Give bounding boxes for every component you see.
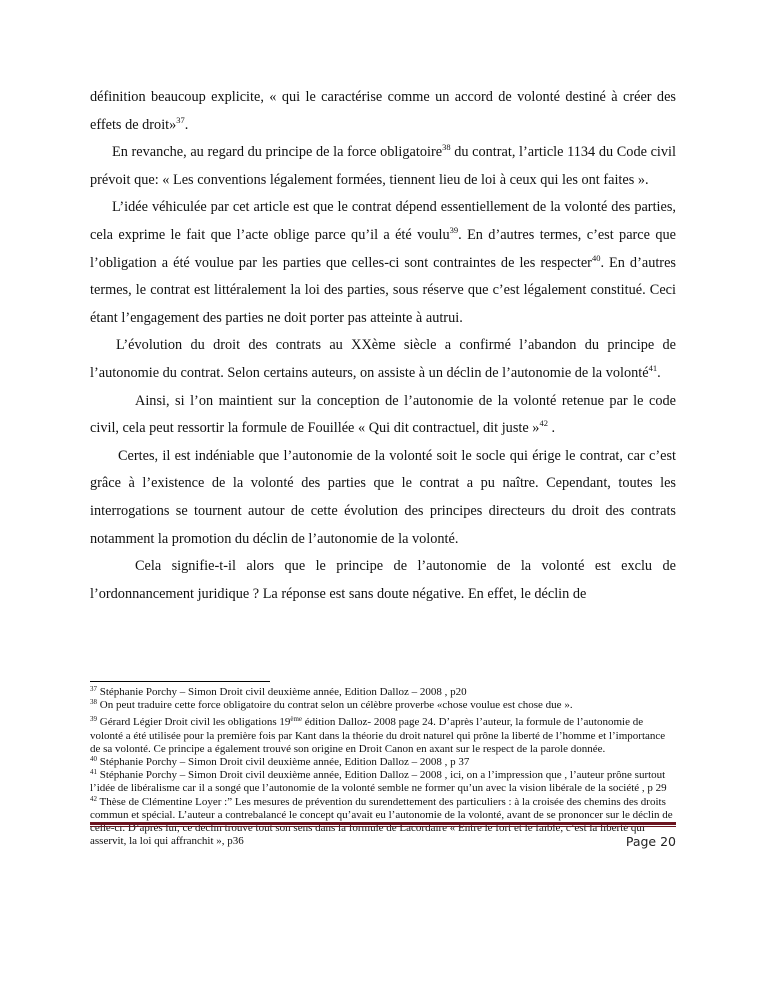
footnote-ref-38[interactable]: 38: [442, 142, 451, 153]
paragraph-6: Certes, il est indéniable que l’autonomie de la volonté soit le socle qui érige le contrat, car c’est grâce à l’existence de la volonté des parties que le contrat a pu naître. Cependant, toutes les interrogations se tournent autour de cette évolution des principes directeurs du droit des contrats notamment la promotion du déclin de l’autonomie de la volonté.: [90, 447, 676, 547]
body-text: [90, 84, 676, 608]
page-number: Page 20: [625, 834, 676, 849]
footer-rule-thin: [90, 826, 676, 827]
footnote-ref-37[interactable]: 37: [176, 114, 185, 125]
footnote-ref-40[interactable]: 40: [591, 252, 601, 263]
paragraph-7: Cela signifie-t-il alors que le principe de l’autonomie de la volonté est exclu de l’ordonnancement juridique ? La réponse est sans doute négative. En effet, le déclin de: [90, 558, 676, 602]
paragraph-3: L’idée véhiculée par cet article est que le contrat dépend essentiellement de la volonté des parties, cela exprime le fait que l’acte oblige parce qu’il a été voulu$^{39}$. En d’autres termes, c’est parce que l’obligation a été voulue par les parties que celles-ci sont contraintes de les respecter$^{40}$. En d’autres termes, le contrat est littéralement la loi des parties, sous réserve que c’est légalement constitué. Ceci étant l’engagement des parties ne doit porter pas atteinte à autrui.: [90, 199, 676, 326]
footnote-38: $^{38}$ On peut traduire cette force obligatoire du contrat selon un célèbre proverbe «chose voulue est chose due ».: [90, 698, 573, 712]
footnote-41: $^{41}$ Stéphanie Porchy – Simon Droit civil deuxième année, Edition Dalloz – 2008 , ici, on a l’impression que , l’auteur prône surtout l’idée de libéralisme car il a songé que l’autonomie de la volonté semble ne former qu’un avec la vision libérale de la société , p 29: [90, 768, 667, 795]
paragraph-5: Ainsi, si l’on maintient sur la conception de l’autonomie de la volonté retenue par le code civil, cela peut ressortir la formule de Fouillée « Qui dit contractuel, dit juste »$^{42}$ .: [90, 392, 676, 437]
footnote-39: $^{39}$ Gérard Légier Droit civil les obligations 19ème édition Dalloz- 2008 page 24. D’après l’auteur, la formule de l’autonomie de volonté a été utilisée pour la première fois par Kant dans la théorie du droit naturel qui prône la liberté de l’homme et l’importance de sa volonté. Ce principe a également trouvé son origine en Droit Canon en axant sur le respect de la parole donnée.: [90, 715, 666, 755]
footnote-ref-42[interactable]: 42: [539, 418, 548, 429]
footnote-37: $^{37}$ Stéphanie Porchy – Simon Droit civil deuxième année, Edition Dalloz – 2008 , p20: [90, 685, 467, 698]
paragraph-1: définition beaucoup explicite, « qui le caractérise comme un accord de volonté destiné à créer des effets de droit»$^{37}$.: [90, 89, 676, 133]
paragraph-2: En revanche, au regard du principe de la force obligatoire$^{38}$ du contrat, l’article 1134 du Code civil prévoit que: « Les conventions légalement formées, tiennent lieu de loi à ceux qui les ont faites ».: [90, 142, 677, 188]
footnote-ref-41[interactable]: 41: [648, 362, 658, 373]
footnote-40: $^{40}$ Stéphanie Porchy – Simon Droit civil deuxième année, Edition Dalloz – 2008 , p 37: [90, 755, 470, 769]
paragraph-4: L’évolution du droit des contrats au XXème siècle a confirmé l’abandon du principe de l’autonomie du contrat. Selon certains auteurs, on assiste à un déclin de l’autonomie de la volonté$^{41}$.: [90, 337, 676, 381]
footer-rule-thick: [90, 822, 676, 825]
footnote-42: $^{42}$ Thèse de Clémentine Loyer :” Les mesures de prévention du surendettement des particuliers : à la croisée des chemins des droits commun et spécial. L’auteur a contrebalancé le concept qu’avait eu l’autonomie de la volonté, avant de se prononcer sur le déclin de celle-ci. D’après lui, ce déclin trouve tout son sens dans la formule de Lacordaire « Entre le fort et le faible, c’est la liberté qui asservit, la loi qui affranchit », p36: [90, 794, 673, 848]
footnote-ref-39[interactable]: 39: [449, 224, 459, 235]
footnote-separator: [90, 681, 270, 682]
